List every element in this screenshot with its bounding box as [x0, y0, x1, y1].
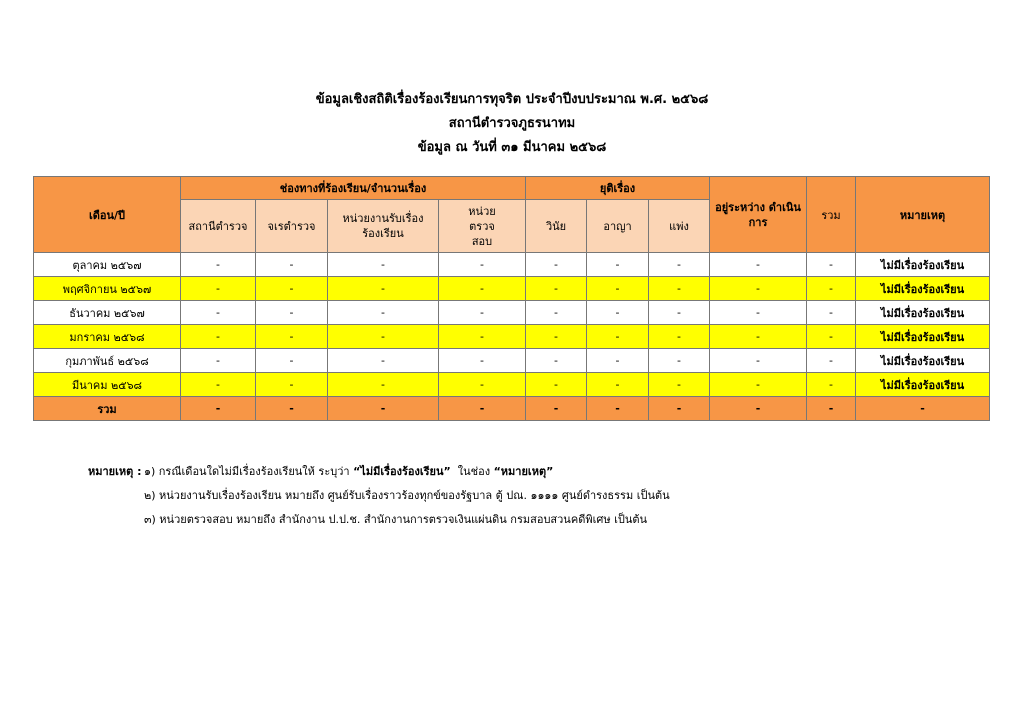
value-cell: -	[181, 349, 256, 373]
total-value-cell: -	[710, 397, 807, 421]
value-cell: -	[587, 253, 649, 277]
value-cell: -	[328, 301, 439, 325]
total-value-cell: -	[439, 397, 526, 421]
value-cell: -	[439, 349, 526, 373]
value-cell: -	[439, 253, 526, 277]
footnotes	[88, 460, 670, 532]
value-cell: -	[328, 277, 439, 301]
table-row	[34, 325, 990, 349]
col-header-month: เดือน/ปี	[34, 177, 181, 253]
value-cell: -	[526, 277, 587, 301]
value-cell: -	[649, 301, 710, 325]
value-cell: -	[807, 253, 856, 277]
value-cell: -	[181, 325, 256, 349]
footnote-label: หมายเหตุ :	[88, 465, 142, 478]
col-header-total: รวม	[807, 177, 856, 253]
table-row	[34, 301, 990, 325]
value-cell: -	[649, 253, 710, 277]
value-cell: -	[710, 253, 807, 277]
station-name: สถานีตำรวจภูธรนาทม	[448, 116, 576, 131]
remark-cell: ไม่มีเรื่องร้องเรียน	[856, 277, 990, 301]
remark-cell: ไม่มีเรื่องร้องเรียน	[856, 373, 990, 397]
total-value-cell: -	[649, 397, 710, 421]
value-cell: -	[328, 349, 439, 373]
value-cell: -	[807, 301, 856, 325]
value-cell: -	[181, 373, 256, 397]
month-cell: มีนาคม ๒๕๖๘	[34, 373, 181, 397]
total-value-cell: -	[328, 397, 439, 421]
value-cell: -	[526, 349, 587, 373]
footnote-1	[88, 460, 670, 484]
value-cell: -	[649, 349, 710, 373]
month-cell: กุมภาพันธ์ ๒๕๖๘	[34, 349, 181, 373]
value-cell: -	[807, 349, 856, 373]
value-cell: -	[807, 373, 856, 397]
month-cell: มกราคม ๒๕๖๘	[34, 325, 181, 349]
footnote-2	[88, 484, 670, 508]
col-group-resolved: ยุติเรื่อง	[526, 177, 710, 200]
value-cell: -	[526, 373, 587, 397]
remark-cell: ไม่มีเรื่องร้องเรียน	[856, 349, 990, 373]
value-cell: -	[256, 253, 328, 277]
value-cell: -	[256, 301, 328, 325]
total-value-cell: -	[587, 397, 649, 421]
value-cell: -	[439, 277, 526, 301]
value-cell: -	[526, 325, 587, 349]
value-cell: -	[807, 277, 856, 301]
value-cell: -	[649, 277, 710, 301]
table-row	[34, 349, 990, 373]
month-cell: ธันวาคม ๒๕๖๗	[34, 301, 181, 325]
total-value-cell: -	[256, 397, 328, 421]
value-cell: -	[256, 373, 328, 397]
total-value-cell: -	[181, 397, 256, 421]
data-date: ข้อมูล ณ วันที่ ๓๑ มีนาคม ๒๕๖๘	[417, 140, 607, 155]
document-title-block	[0, 88, 1024, 160]
value-cell: -	[256, 325, 328, 349]
value-cell: -	[256, 349, 328, 373]
value-cell: -	[439, 373, 526, 397]
document-title: ข้อมูลเชิงสถิติเรื่องร้องเรียนการทุจริต ประจำปีงบประมาณ พ.ศ. ๒๕๖๘	[315, 92, 709, 107]
value-cell: -	[526, 253, 587, 277]
value-cell: -	[710, 349, 807, 373]
value-cell: -	[328, 373, 439, 397]
subcol-civil: แพ่ง	[649, 200, 710, 253]
total-row	[34, 397, 990, 421]
month-cell: ตุลาคม ๒๕๖๗	[34, 253, 181, 277]
value-cell: -	[181, 301, 256, 325]
value-cell: -	[439, 325, 526, 349]
subcol-receiving-agency: หน่วยงานรับเรื่องร้องเรียน	[328, 200, 439, 253]
value-cell: -	[328, 253, 439, 277]
value-cell: -	[256, 277, 328, 301]
subcol-discipline: วินัย	[526, 200, 587, 253]
value-cell: -	[526, 301, 587, 325]
total-remark-cell: -	[856, 397, 990, 421]
month-cell: พฤศจิกายน ๒๕๖๗	[34, 277, 181, 301]
subcol-police-inspector: จเรตำรวจ	[256, 200, 328, 253]
complaint-statistics-table	[33, 176, 990, 421]
col-header-remark: หมายเหตุ	[856, 177, 990, 253]
table-row	[34, 253, 990, 277]
value-cell: -	[710, 277, 807, 301]
subcol-audit-agency: หน่วยตรวจสอบ	[439, 200, 526, 253]
value-cell: -	[807, 325, 856, 349]
value-cell: -	[710, 373, 807, 397]
footnote-2-text: ๒) หน่วยงานรับเรื่องร้องเรียน หมายถึง ศูนย์รับเรื่องราวร้องทุกข์ของรัฐบาล ตู้ ปณ. ๑๑๑๑ ศูนย์ดำรงธรรม เป็นต้น	[144, 489, 670, 502]
value-cell: -	[587, 277, 649, 301]
remark-cell: ไม่มีเรื่องร้องเรียน	[856, 325, 990, 349]
footnote-3	[88, 508, 670, 532]
value-cell: -	[710, 301, 807, 325]
value-cell: -	[649, 373, 710, 397]
value-cell: -	[587, 349, 649, 373]
table-row	[34, 277, 990, 301]
footnote-3-text: ๓) หน่วยตรวจสอบ หมายถึง สำนักงาน ป.ป.ช. สำนักงานการตรวจเงินแผ่นดิน กรมสอบสวนคดีพิเศษ เป็นต้น	[144, 513, 647, 526]
total-value-cell: -	[526, 397, 587, 421]
subcol-station: สถานีตำรวจ	[181, 200, 256, 253]
remark-cell: ไม่มีเรื่องร้องเรียน	[856, 253, 990, 277]
value-cell: -	[587, 325, 649, 349]
value-cell: -	[439, 301, 526, 325]
value-cell: -	[181, 253, 256, 277]
total-value-cell: -	[807, 397, 856, 421]
value-cell: -	[181, 277, 256, 301]
total-label: รวม	[34, 397, 181, 421]
col-header-in-progress: อยู่ระหว่าง ดำเนินการ	[710, 177, 807, 253]
value-cell: -	[328, 325, 439, 349]
subcol-criminal: อาญา	[587, 200, 649, 253]
table-row	[34, 373, 990, 397]
remark-cell: ไม่มีเรื่องร้องเรียน	[856, 301, 990, 325]
value-cell: -	[710, 325, 807, 349]
value-cell: -	[587, 301, 649, 325]
value-cell: -	[587, 373, 649, 397]
col-group-channels: ช่องทางที่ร้องเรียน/จำนวนเรื่อง	[181, 177, 526, 200]
footnote-1-text: ๑) กรณีเดือนใดไม่มีเรื่องร้องเรียนให้ ระบุว่า “ไม่มีเรื่องร้องเรียน” ในช่อง “หมายเหตุ”	[144, 465, 554, 478]
value-cell: -	[649, 325, 710, 349]
